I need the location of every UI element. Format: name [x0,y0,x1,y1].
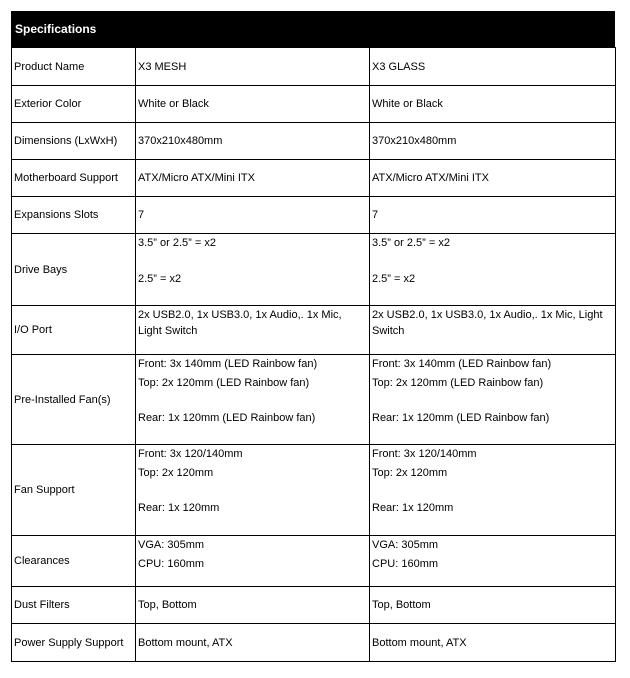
mesh-value: 7 [136,197,370,234]
glass-value: 7 [370,197,616,234]
glass-value: ATX/Micro ATX/Mini ITX [370,160,616,197]
mesh-value: 2x USB2.0, 1x USB3.0, 1x Audio,. 1x Mic, Light Switch [136,306,370,355]
table-row [12,197,616,234]
row-label: Motherboard Support [12,160,136,197]
row-label: I/O Port [12,306,136,355]
table-row [12,624,616,662]
table-row [12,234,616,306]
table-title: Specifications [11,11,615,47]
mesh-value: Front: 3x 120/140mm Top: 2x 120mm Rear: 1x 120mm [136,445,370,536]
row-label: Power Supply Support [12,624,136,662]
table-row [12,306,616,355]
mesh-value: X3 MESH [136,48,370,86]
specifications-grid [11,47,616,662]
row-label: Clearances [12,536,136,587]
table-row [12,355,616,445]
glass-value: White or Black [370,86,616,123]
row-label: Drive Bays [12,234,136,306]
glass-value: Bottom mount, ATX [370,624,616,662]
glass-value: 3.5” or 2.5” = x2 2.5” = x2 [370,234,616,306]
glass-value: Front: 3x 120/140mm Top: 2x 120mm Rear: 1x 120mm [370,445,616,536]
glass-value: Top, Bottom [370,587,616,624]
row-label: Product Name [12,48,136,86]
row-label: Fan Support [12,445,136,536]
table-row [12,86,616,123]
row-label: Dimensions (LxWxH) [12,123,136,160]
mesh-value: White or Black [136,86,370,123]
glass-value: 2x USB2.0, 1x USB3.0, 1x Audio,. 1x Mic, Light Switch [370,306,616,355]
table-row [12,48,616,86]
glass-value: X3 GLASS [370,48,616,86]
mesh-value: ATX/Micro ATX/Mini ITX [136,160,370,197]
table-row [12,123,616,160]
mesh-value: Bottom mount, ATX [136,624,370,662]
row-label: Pre-Installed Fan(s) [12,355,136,445]
mesh-value: 3.5” or 2.5” = x2 2.5” = x2 [136,234,370,306]
mesh-value: VGA: 305mm CPU: 160mm [136,536,370,587]
table-row [12,160,616,197]
glass-value: 370x210x480mm [370,123,616,160]
glass-value: VGA: 305mm CPU: 160mm [370,536,616,587]
mesh-value: 370x210x480mm [136,123,370,160]
mesh-value: Top, Bottom [136,587,370,624]
table-row [12,536,616,587]
row-label: Exterior Color [12,86,136,123]
glass-value: Front: 3x 140mm (LED Rainbow fan) Top: 2x 120mm (LED Rainbow fan) Rear: 1x 120mm (LED Rainbow fan) [370,355,616,445]
table-row [12,587,616,624]
specifications-table [11,11,615,662]
row-label: Expansions Slots [12,197,136,234]
row-label: Dust Filters [12,587,136,624]
mesh-value: Front: 3x 140mm (LED Rainbow fan) Top: 2x 120mm (LED Rainbow fan) Rear: 1x 120mm (LED Rainbow fan) [136,355,370,445]
table-row [12,445,616,536]
